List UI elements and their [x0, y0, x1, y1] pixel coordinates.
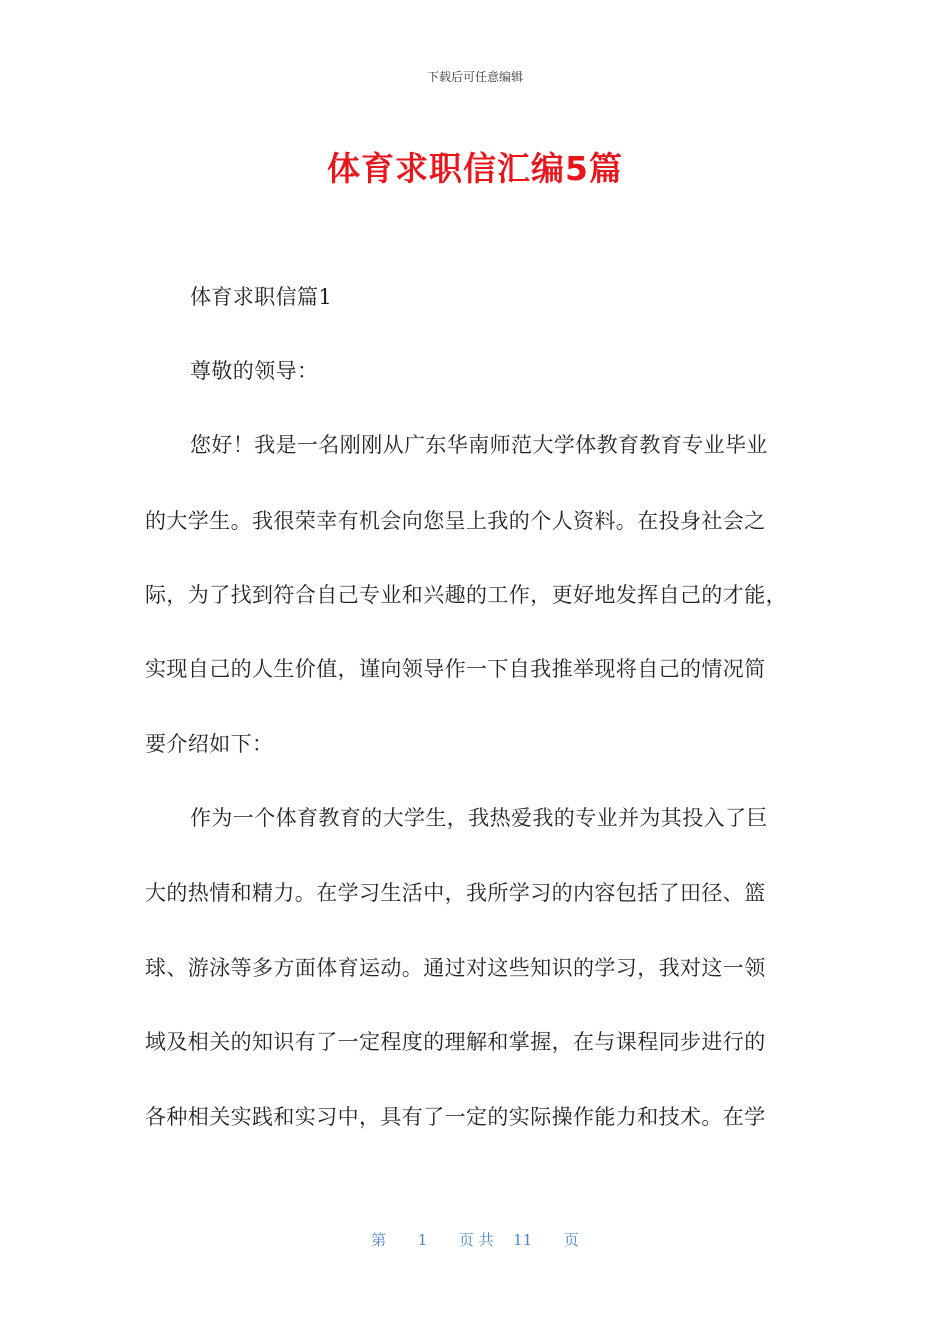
- page-footer: [0, 1229, 950, 1250]
- paragraph-line: 球、游泳等多方面体育运动。通过对这些知识的学习，我对这一领: [145, 956, 766, 980]
- header-note: 下载后可任意编辑: [426, 70, 523, 84]
- footer-page-mid: 页 共: [458, 1231, 494, 1249]
- salutation: 尊敬的领导：: [190, 359, 319, 383]
- section-heading: 体育求职信篇1: [190, 285, 333, 309]
- paragraph-line: 要介绍如下：: [145, 732, 274, 756]
- footer-total-pages: 11: [513, 1231, 533, 1249]
- paragraph-line: 大的热情和精力。在学习生活中，我所学习的内容包括了田径、篮: [145, 881, 766, 905]
- footer-page-label: 第: [371, 1231, 387, 1249]
- paragraph-line: 您好！我是一名刚刚从广东华南师范大学体教育教育专业毕业: [190, 433, 768, 457]
- paragraph-line: 作为一个体育教育的大学生，我热爱我的专业并为其投入了巨: [190, 806, 768, 830]
- document-title: 体育求职信汇编5篇: [327, 149, 623, 188]
- footer-page-suffix: 页: [563, 1231, 579, 1249]
- paragraph-line: 域及相关的知识有了一定程度的理解和掌握，在与课程同步进行的: [145, 1030, 766, 1054]
- paragraph-line: 各种相关实践和实习中，具有了一定的实际操作能力和技术。在学: [145, 1105, 766, 1129]
- paragraph-line: 的大学生。我很荣幸有机会向您呈上我的个人资料。在投身社会之: [145, 509, 766, 533]
- paragraph-line: 实现自己的人生价值，谨向领导作一下自我推举现将自己的情况简: [145, 657, 766, 681]
- footer-page-number: 1: [417, 1231, 428, 1249]
- paragraph-line: 际，为了找到符合自己专业和兴趣的工作，更好地发挥自己的才能，: [145, 583, 787, 607]
